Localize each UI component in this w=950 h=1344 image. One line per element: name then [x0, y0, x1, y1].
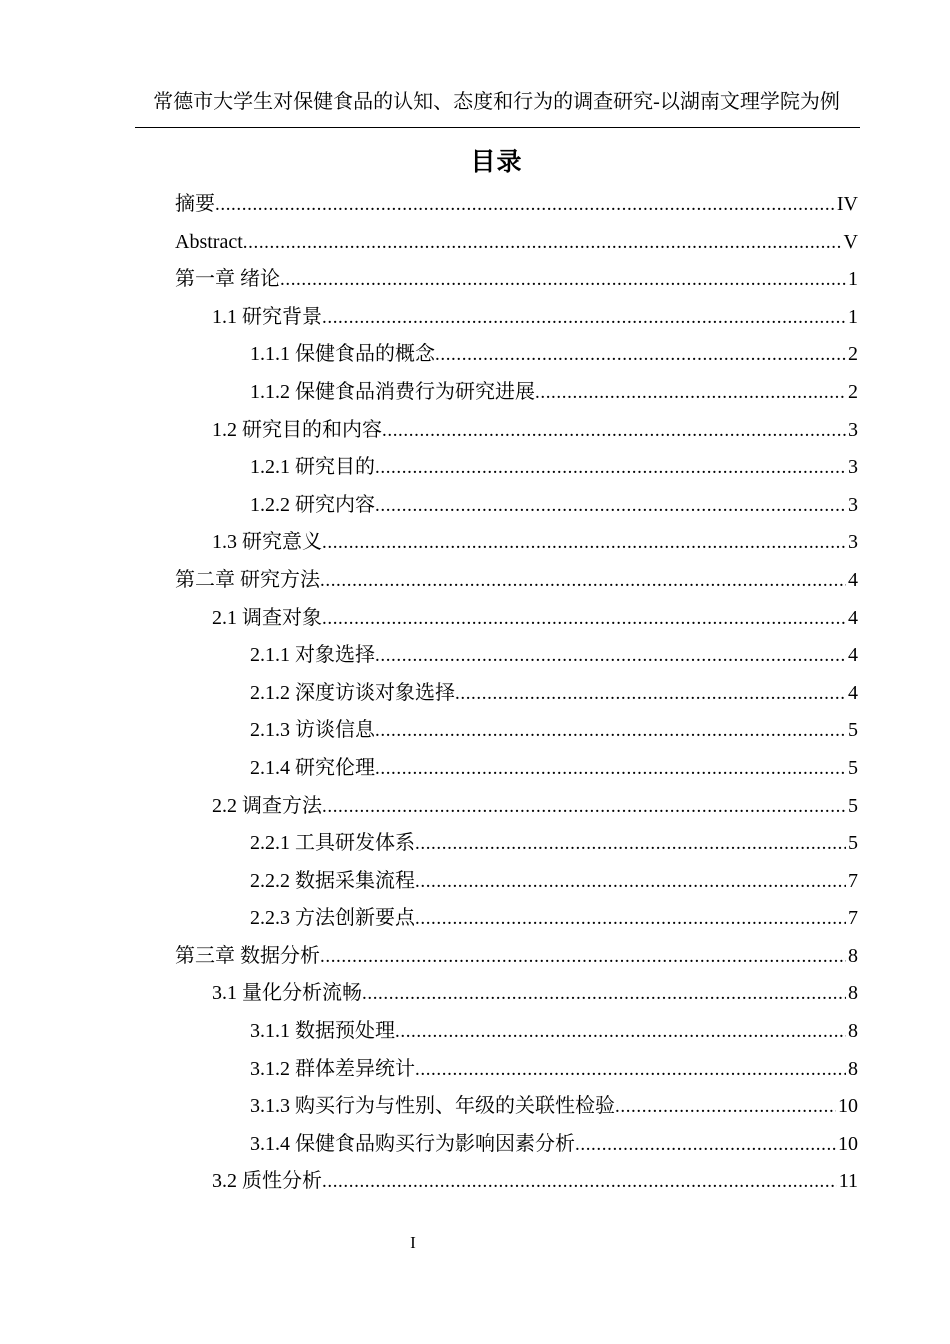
toc-dot-leader: [322, 788, 846, 826]
toc-title: 目录: [470, 148, 523, 176]
footer-page-number: I: [410, 1233, 416, 1252]
toc-entry[interactable]: [135, 299, 858, 337]
toc-dot-leader: [322, 299, 846, 337]
toc-entry-label: 第二章 研究方法: [175, 568, 320, 591]
toc-dot-leader: [322, 524, 846, 562]
toc-entry-page: 4: [848, 606, 858, 629]
toc-entry-page: 4: [848, 681, 858, 704]
toc-entry[interactable]: [135, 825, 858, 863]
toc-entry-page: 10: [838, 1132, 858, 1155]
toc-entry[interactable]: [135, 675, 858, 713]
toc-entry-page: 2: [848, 380, 858, 403]
toc-entry[interactable]: [135, 524, 858, 562]
toc-entry-page: 4: [848, 568, 858, 591]
toc-entry[interactable]: [135, 412, 858, 450]
toc-entry[interactable]: [135, 261, 858, 299]
toc-entry-page: 8: [848, 982, 858, 1005]
header-title: 常德市大学生对保健食品的认知、态度和行为的调查研究-以湖南文理学院为例: [153, 91, 840, 113]
toc-dot-leader: [322, 600, 846, 638]
toc-entry-label: 1.2.2 研究内容: [250, 493, 375, 516]
toc-dot-leader: [215, 186, 835, 224]
toc-entry-label: 3.1 量化分析流畅: [212, 982, 362, 1005]
toc-entry-label: 2.2.1 工具研发体系: [250, 832, 415, 855]
toc-dot-leader: [615, 1088, 836, 1126]
toc-dot-leader: [415, 1051, 846, 1089]
toc-entry-label: 2.1.4 研究伦理: [250, 756, 375, 779]
toc-entry-page: 1: [848, 268, 858, 291]
toc-dot-leader: [320, 938, 846, 976]
toc-entry[interactable]: [135, 938, 858, 976]
toc-entry-page: 5: [848, 756, 858, 779]
toc-entry-page: 8: [848, 1020, 858, 1043]
toc-dot-leader: [375, 712, 846, 750]
header-rule: [135, 127, 860, 128]
toc-entry[interactable]: [135, 863, 858, 901]
toc-entry-page: 8: [848, 944, 858, 967]
toc-entry-page: 7: [848, 869, 858, 892]
toc-entry-label: 1.2.1 研究目的: [250, 456, 375, 479]
toc-entry-label: 2.1.1 对象选择: [250, 644, 375, 667]
toc-dot-leader: [243, 224, 842, 262]
toc-dot-leader: [435, 336, 846, 374]
toc-entry-page: 11: [838, 1170, 858, 1193]
toc-entry-page: V: [843, 230, 858, 253]
toc-entry-page: 1: [848, 305, 858, 328]
toc-entry[interactable]: [135, 637, 858, 675]
toc-entry[interactable]: [135, 1013, 858, 1051]
toc-entry-label: 3.2 质性分析: [212, 1170, 322, 1193]
toc-entry[interactable]: [135, 600, 858, 638]
toc-entry[interactable]: [135, 224, 858, 262]
toc-entry-label: 1.1.2 保健食品消费行为研究进展: [250, 380, 535, 403]
toc-entry-label: 2.2.2 数据采集流程: [250, 869, 415, 892]
toc-entry[interactable]: [135, 712, 858, 750]
toc-entry[interactable]: [135, 1163, 858, 1201]
toc-entry-label: 2.1.3 访谈信息: [250, 719, 375, 742]
toc-entry-label: 2.1.2 深度访谈对象选择: [250, 681, 455, 704]
toc-entry-label: Abstract: [175, 230, 243, 253]
toc-entry-page: 5: [848, 794, 858, 817]
toc-dot-leader: [320, 562, 846, 600]
toc-dot-leader: [382, 412, 846, 450]
toc-entry[interactable]: [135, 975, 858, 1013]
toc-dot-leader: [455, 675, 846, 713]
toc-entry-page: 3: [848, 531, 858, 554]
toc-dot-leader: [535, 374, 846, 412]
toc-entry-label: 第三章 数据分析: [175, 944, 320, 967]
toc-entry-page: 3: [848, 493, 858, 516]
toc-entry-label: 1.1 研究背景: [212, 305, 322, 328]
toc-dot-leader: [280, 261, 846, 299]
toc-entry[interactable]: [135, 336, 858, 374]
toc-dot-leader: [415, 863, 846, 901]
toc-dot-leader: [415, 825, 846, 863]
toc-entry[interactable]: [135, 374, 858, 412]
toc-entry-page: 10: [838, 1095, 858, 1118]
toc-entry-label: 2.1 调查对象: [212, 606, 322, 629]
toc-entry-label: 2.2.3 方法创新要点: [250, 907, 415, 930]
toc-entry-page: 7: [848, 907, 858, 930]
toc-dot-leader: [415, 900, 846, 938]
toc-entry-page: 5: [848, 719, 858, 742]
toc-entry-page: IV: [836, 193, 858, 215]
toc-dot-leader: [362, 975, 846, 1013]
toc-entry[interactable]: [135, 449, 858, 487]
toc-dot-leader: [375, 449, 846, 487]
toc-entry[interactable]: [135, 186, 858, 224]
toc-entry-label: 3.1.4 保健食品购买行为影响因素分析: [250, 1132, 575, 1155]
toc-list: [135, 186, 858, 1201]
toc-entry-page: 2: [848, 343, 858, 366]
toc-entry-label: 3.1.2 群体差异统计: [250, 1057, 415, 1080]
toc-entry-label: 2.2 调查方法: [212, 794, 322, 817]
toc-entry[interactable]: [135, 900, 858, 938]
toc-dot-leader: [375, 487, 846, 525]
toc-entry-label: 1.3 研究意义: [212, 531, 322, 554]
toc-entry[interactable]: [135, 487, 858, 525]
toc-entry[interactable]: [135, 750, 858, 788]
toc-entry-label: 3.1.1 数据预处理: [250, 1020, 395, 1043]
toc-entry-label: 摘要: [175, 193, 215, 215]
toc-dot-leader: [322, 1163, 837, 1201]
toc-entry-page: 3: [848, 456, 858, 479]
toc-entry-label: 第一章 绪论: [175, 268, 280, 291]
toc-entry-label: 3.1.3 购买行为与性别、年级的关联性检验: [250, 1095, 615, 1118]
toc-entry[interactable]: [135, 1088, 858, 1126]
toc-entry-label: 1.1.1 保健食品的概念: [250, 343, 435, 366]
toc-entry-page: 4: [848, 644, 858, 667]
toc-entry-page: 8: [848, 1057, 858, 1080]
toc-entry-page: 5: [848, 832, 858, 855]
toc-entry[interactable]: [135, 1051, 858, 1089]
toc-dot-leader: [575, 1126, 836, 1164]
toc-dot-leader: [375, 637, 846, 675]
toc-entry[interactable]: [135, 562, 858, 600]
toc-dot-leader: [375, 750, 846, 788]
toc-entry[interactable]: [135, 788, 858, 826]
toc-dot-leader: [395, 1013, 846, 1051]
toc-entry-label: 1.2 研究目的和内容: [212, 418, 382, 441]
toc-entry[interactable]: [135, 1126, 858, 1164]
toc-entry-page: 3: [848, 418, 858, 441]
